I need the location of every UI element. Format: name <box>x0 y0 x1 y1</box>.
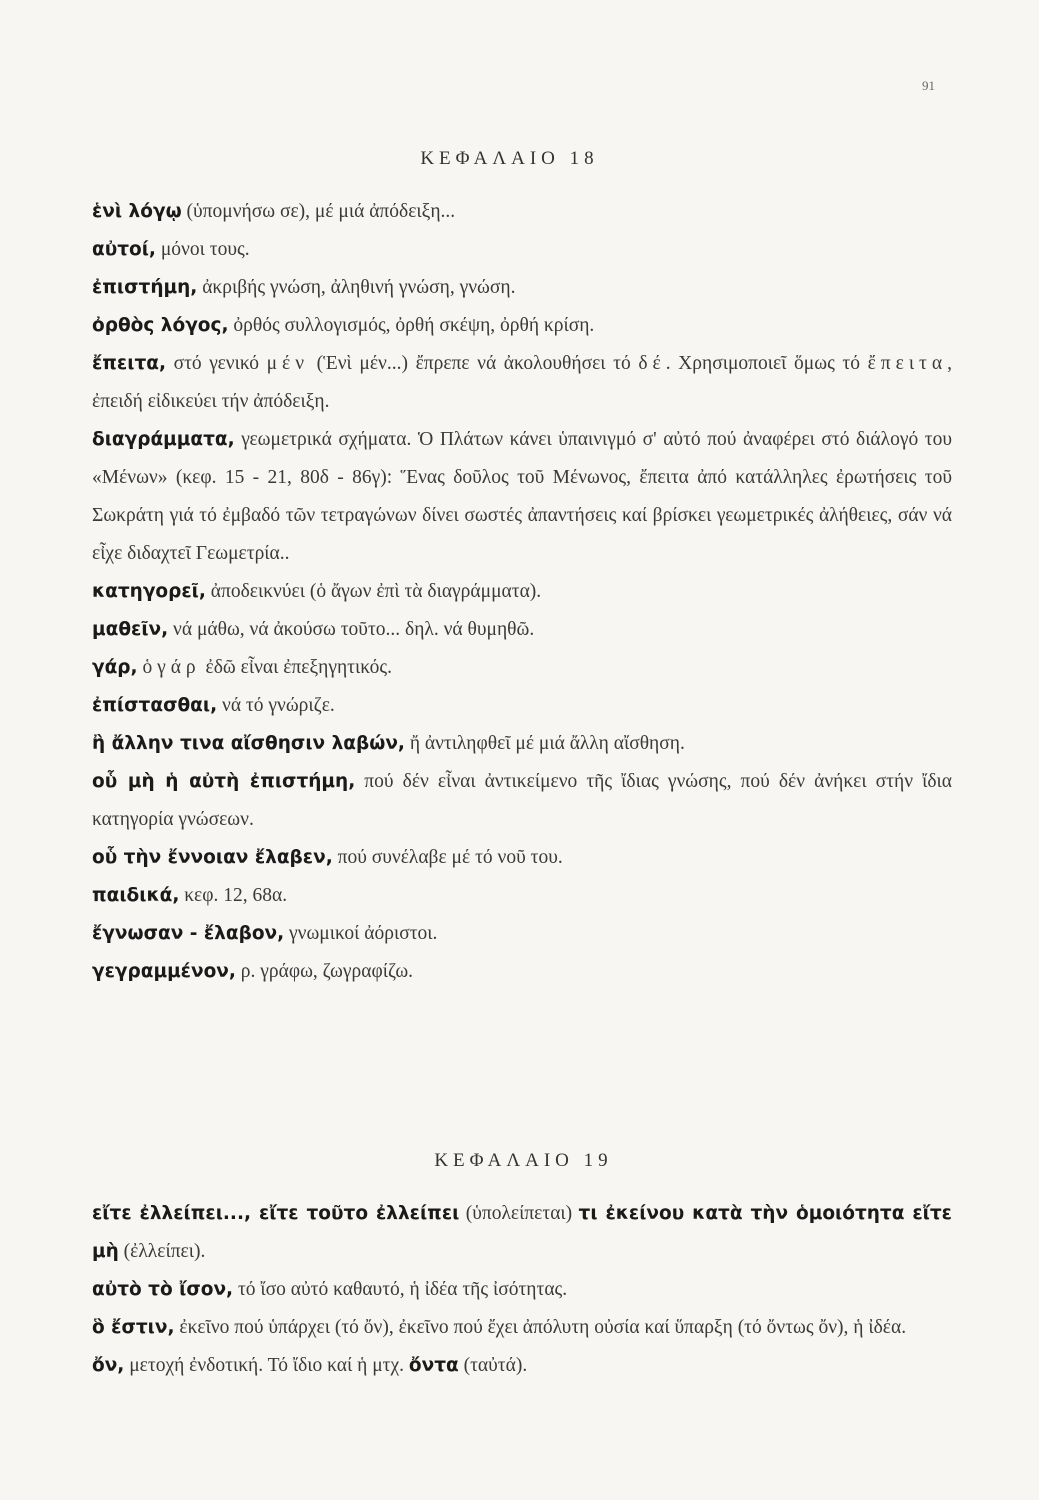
entry-gloss: μόνοι τους. <box>155 239 250 260</box>
entry <box>92 345 952 421</box>
entry <box>92 953 952 991</box>
chapter-18-heading: ΚΕΦΑΛΑΙΟ 18 <box>420 148 599 169</box>
entry-lemma: οὗ τὴν ἔννοιαν ἔλαβεν, <box>92 847 333 868</box>
entry-gloss: ἤ ἀντιληφθεῖ μέ μιά ἄλλη αἴσθηση. <box>404 733 685 754</box>
entry-lemma: παιδικά, <box>92 885 180 906</box>
entry-lemma: μαθεῖν, <box>92 619 169 640</box>
entry-lemma: ὀρθὸς λόγος, <box>92 315 229 336</box>
entry-lemma: ἑνὶ λόγῳ <box>92 201 182 222</box>
entry-gloss: ὀρθός συλλογισμός, ὀρθή σκέψη, ὀρθή κρίση. <box>228 315 595 336</box>
entry <box>92 1195 952 1271</box>
entry <box>92 1309 952 1347</box>
page-number: 91 <box>922 78 935 93</box>
entry <box>92 1271 952 1309</box>
entry-lemma: ὄν, <box>92 1355 125 1376</box>
entry <box>92 725 952 763</box>
entry-gloss: νά τό γνώριζε. <box>217 695 335 716</box>
entry <box>92 839 952 877</box>
entry-gloss: (ὑπομνήσω σε), μέ μιά ἀπόδειξη... <box>181 201 456 222</box>
entry-gloss: ἀκριβής γνώση, ἀληθινή γνώση, γνώση. <box>197 277 516 298</box>
entry-gloss: γνωμικοί ἀόριστοι. <box>284 923 438 944</box>
entry <box>92 915 952 953</box>
entry-gloss: . Χρησιμοποιεῖ ὅμως τό <box>665 353 868 374</box>
entry-lemma: διαγράμματα, <box>92 429 235 450</box>
entry <box>92 421 952 573</box>
entry-lemma: ἐπιστήμη, <box>92 277 198 298</box>
entry-lemma: ἐπίστασθαι, <box>92 695 218 716</box>
spaced-word: δέ <box>638 353 666 374</box>
entry-gloss: ἐκεῖνο πού ὑπάρχει (τό ὄν), ἐκεῖνο πού ἔχει ἀπόλυτη οὐσία καί ὕπαρξη (τό ὄντως ὄν), ἡ ἰδέα. <box>174 1317 907 1338</box>
entry <box>92 763 952 839</box>
entry-gloss: πού συνέλαβε μέ τό νοῦ του. <box>332 847 563 868</box>
spaced-word: μέν <box>266 353 310 374</box>
entry-lemma: αὐτὸ τὸ ἴσον, <box>92 1279 234 1300</box>
entry <box>92 611 952 649</box>
entry-lemma: ὄντα <box>408 1355 459 1376</box>
entry-gloss: πού δέν εἶναι ἀντικείμενο τῆς ἴδιας γνώσης, πού δέν ἀνήκει στήν ἴδια κατηγορία γνώσεων. <box>92 771 953 830</box>
entry <box>92 269 952 307</box>
entry-gloss: ρ. γράφω, ζωγραφίζω. <box>235 961 414 982</box>
entry <box>92 649 952 687</box>
chapter-19-entries <box>92 1195 952 1385</box>
spaced-word: ἔπειτα <box>867 353 948 374</box>
spaced-word: γάρ <box>157 657 201 678</box>
entry-gloss: (Ἑνὶ μέν...) ἔπρεπε νά ἀκολουθήσει τό <box>309 353 639 374</box>
entry-lemma: ἔγνωσαν - ἔλαβον, <box>92 923 285 944</box>
entry-gloss: κεφ. 12, 68α. <box>179 885 288 906</box>
entry <box>92 193 952 231</box>
entry-gloss: στό γενικό <box>165 353 267 374</box>
entry-lemma: οὗ μὴ ἡ αὐτὴ ἐπιστήμη, <box>92 771 356 792</box>
entry <box>92 1347 952 1385</box>
entry-lemma: ὃ ἔστιν, <box>92 1317 175 1338</box>
entry-gloss: (ταὐτά). <box>458 1355 528 1376</box>
entry-lemma: κατηγορεῖ, <box>92 581 206 602</box>
entry-gloss: (ὑπολείπεται) <box>459 1203 579 1224</box>
entry-gloss: ἀποδεικνύει (ὁ ἄγων ἐπὶ τὰ διαγράμματα). <box>205 581 542 602</box>
entry-lemma: ἢ ἄλλην τινα αἴσθησιν λαβών, <box>92 733 405 754</box>
entry-gloss: μετοχή ἐνδοτική. Τό ἴδιο καί ἡ μτχ. <box>124 1355 409 1376</box>
entry-lemma: εἴτε ἐλλείπει..., εἴτε τοῦτο ἐλλείπει <box>92 1203 460 1224</box>
entry <box>92 231 952 269</box>
entry-lemma: ἔπειτα, <box>92 353 166 374</box>
entry-gloss: ἐδῶ εἶναι ἐπεξηγητικός. <box>200 657 392 678</box>
entry <box>92 877 952 915</box>
entry-lemma: γεγραμμένον, <box>92 961 236 982</box>
entry-gloss: νά μάθω, νά ἀκούσω τοῦτο... δηλ. νά θυμηθῶ. <box>168 619 535 640</box>
entry-gloss: γεωμετρικά σχήματα. Ὁ Πλάτων κάνει ὑπαινιγμό σ' αὐτό πού ἀναφέρει στό διάλογό του «Μένων» (κεφ. 15 - 21, 80δ - 86γ): Ἕνας δοῦλος τοῦ Μένωνος, ἔπειτα ἀπό κατάλληλες ἐρωτήσεις τοῦ Σωκράτη γιά τό ἐμβαδό τῶν τετραγώνων δίνει σωστές ἀπαντήσεις καί βρίσκει γεωμετρικές ἀλήθειες, σάν νά εἶχε διδαχτεῖ Γεωμετρία.. <box>92 429 952 564</box>
entry-gloss: τό ἴσο αὐτό καθαυτό, ἡ ἰδέα τῆς ἰσότητας. <box>233 1279 568 1300</box>
entry-gloss: (ἐλλείπει). <box>118 1241 206 1262</box>
entry-gloss: , ἐπειδή εἰδικεύει τήν ἀπόδειξη. <box>92 353 952 412</box>
chapter-19-heading: ΚΕΦΑΛΑΙΟ 19 <box>434 1150 613 1171</box>
entry <box>92 307 952 345</box>
entry <box>92 687 952 725</box>
entry-lemma: τι ἐκείνου κατὰ τὴν ὁμοιότητα εἴτε μὴ <box>92 1203 952 1262</box>
entry <box>92 573 952 611</box>
entry-lemma: αὐτοί, <box>92 239 156 260</box>
chapter-18-entries <box>92 193 952 991</box>
entry-lemma: γάρ, <box>92 657 138 678</box>
entry-gloss: ὁ <box>137 657 158 678</box>
